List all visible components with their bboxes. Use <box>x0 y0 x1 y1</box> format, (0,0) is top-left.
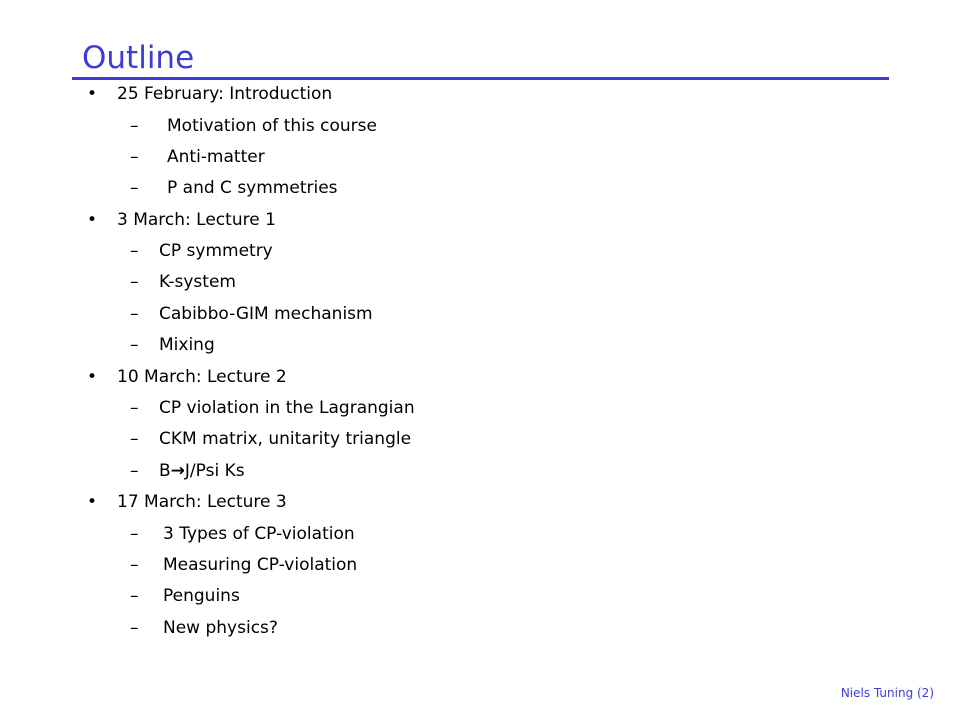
right-arrow-icon: → <box>170 461 185 481</box>
dash-icon: – <box>130 524 139 544</box>
list-item: New physics? <box>163 618 278 638</box>
section-heading: 3 March: Lecture 1 <box>117 210 276 230</box>
section-heading: 25 February: Introduction <box>117 84 333 104</box>
decay-products: J/Psi Ks <box>184 461 245 481</box>
list-item: P and C symmetries <box>167 178 338 198</box>
list-item: Penguins <box>163 586 240 606</box>
list-item: 3 Types of CP-violation <box>163 524 355 544</box>
list-item: Cabibbo-GIM mechanism <box>159 304 373 324</box>
dash-icon: – <box>130 116 139 136</box>
dash-icon: – <box>130 147 139 167</box>
list-item: Motivation of this course <box>167 116 377 136</box>
footer-author-page: Niels Tuning (2) <box>840 686 934 700</box>
dash-icon: – <box>130 586 139 606</box>
dash-icon: – <box>130 272 139 292</box>
bullet-icon: • <box>87 367 98 387</box>
slide-title: Outline <box>82 40 195 76</box>
dash-icon: – <box>130 241 139 261</box>
dash-icon: – <box>130 178 139 198</box>
list-item: Measuring CP-violation <box>163 555 358 575</box>
dash-icon: – <box>130 429 139 449</box>
decay-parent: B <box>159 461 171 481</box>
dash-icon: – <box>130 555 139 575</box>
dash-icon: – <box>130 461 139 481</box>
dash-icon: – <box>130 398 139 418</box>
list-item-decay <box>159 460 245 482</box>
dash-icon: – <box>130 304 139 324</box>
section-heading: 17 March: Lecture 3 <box>117 492 287 512</box>
list-item: CKM matrix, unitarity triangle <box>159 429 412 449</box>
bullet-icon: • <box>87 210 98 230</box>
list-item: Anti-matter <box>167 147 265 167</box>
list-item: Mixing <box>159 335 215 355</box>
dash-icon: – <box>130 335 139 355</box>
list-item: CP symmetry <box>159 241 273 261</box>
dash-icon: – <box>130 618 139 638</box>
list-item: CP violation in the Lagrangian <box>159 398 415 418</box>
list-item: K-system <box>159 272 236 292</box>
bullet-icon: • <box>87 84 98 104</box>
bullet-icon: • <box>87 492 98 512</box>
section-heading: 10 March: Lecture 2 <box>117 367 287 387</box>
